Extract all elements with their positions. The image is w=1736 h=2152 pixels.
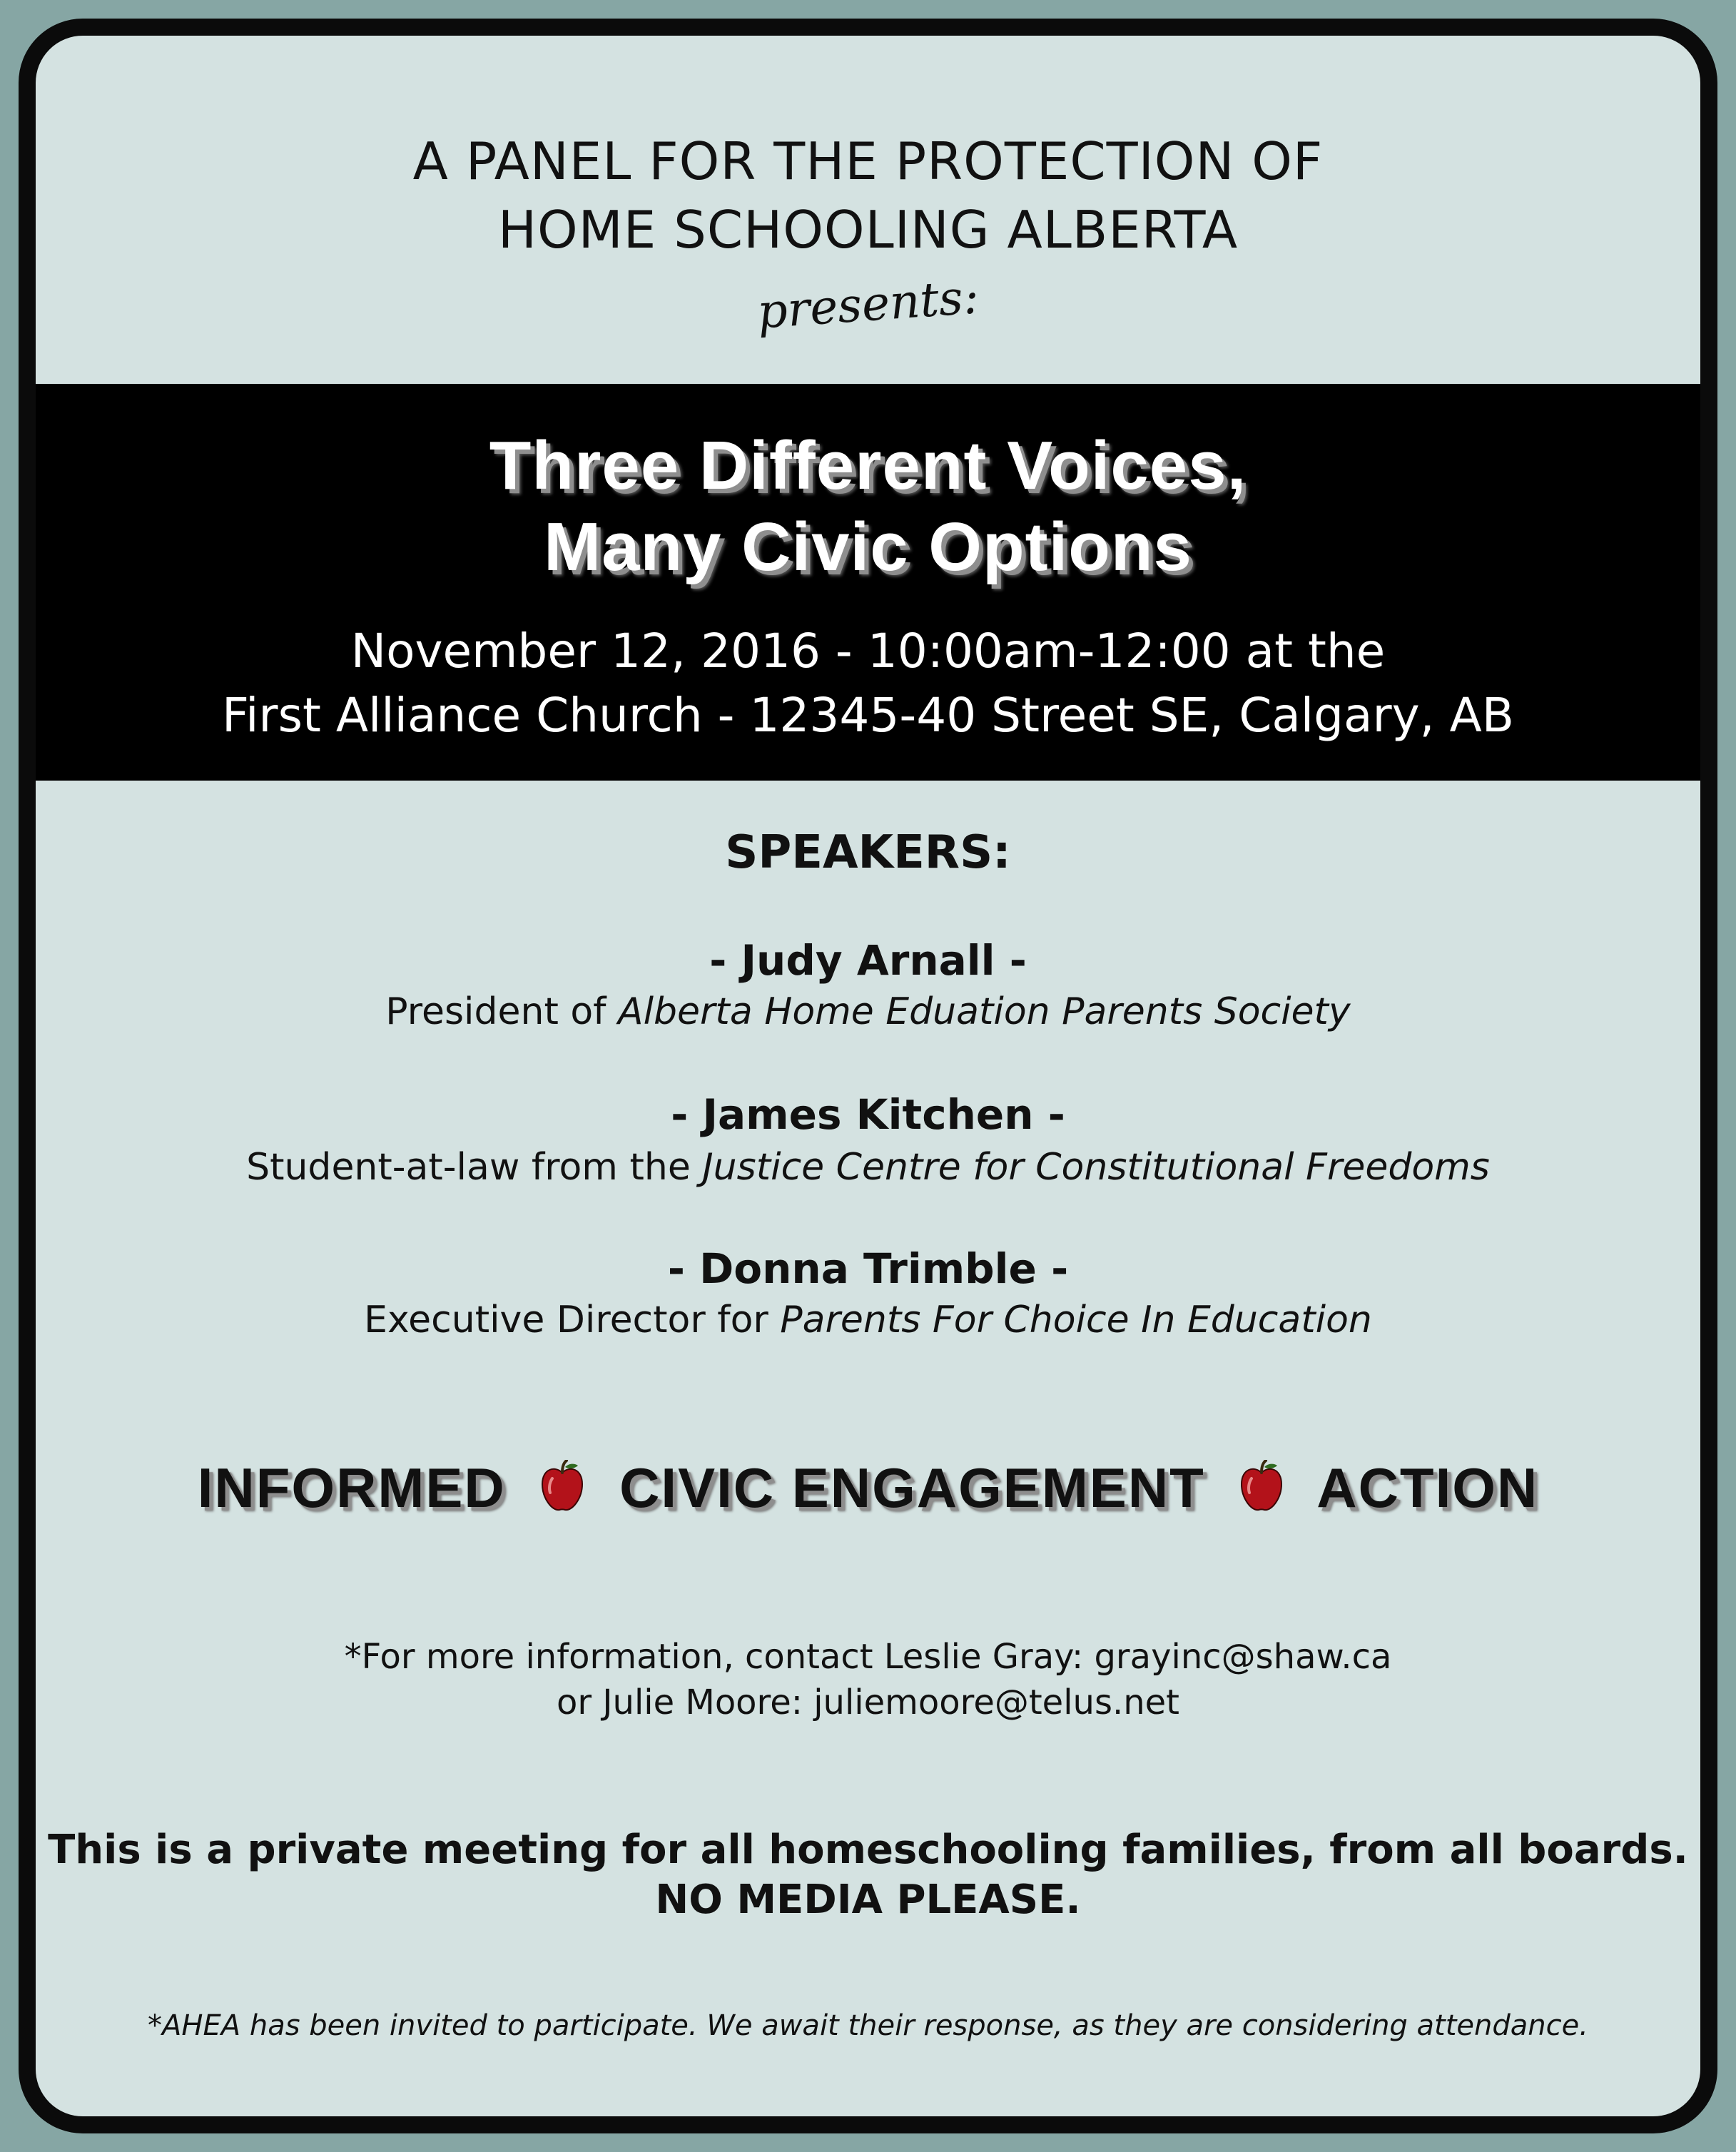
event-title bbox=[36, 425, 1700, 588]
event-venue: First Alliance Church - 12345-40 Street SE, Calgary, AB bbox=[221, 688, 1515, 743]
speaker-role-prefix: President of bbox=[385, 990, 606, 1033]
footnote: *AHEA has been invited to participate. We await their response, as they are considering attendance. bbox=[148, 2009, 1588, 2042]
event-date-time: November 12, 2016 - 10:00am-12:00 at the bbox=[350, 624, 1386, 679]
private-notice bbox=[36, 1825, 1700, 1925]
organizer-line-1: A PANEL FOR THE PROTECTION OF bbox=[412, 131, 1324, 191]
organizer-line-2: HOME SCHOOLING ALBERTA bbox=[497, 200, 1239, 260]
speaker-role-prefix: Executive Director for bbox=[364, 1299, 768, 1341]
apple-icon bbox=[539, 1460, 585, 1513]
speaker-role-3 bbox=[36, 1299, 1700, 1341]
event-details bbox=[36, 619, 1700, 748]
event-flyer bbox=[19, 19, 1717, 2133]
event-title-line-2: Many Civic Options bbox=[544, 509, 1192, 585]
speaker-name-1: - Judy Arnall - bbox=[709, 936, 1027, 985]
contact-info bbox=[36, 1634, 1700, 1725]
speaker-name-2: - James Kitchen - bbox=[671, 1090, 1065, 1139]
event-banner bbox=[36, 384, 1700, 781]
apple-icon bbox=[1239, 1460, 1284, 1513]
speaker-role-1 bbox=[36, 990, 1700, 1033]
motto-civic-engagement: CIVIC ENGAGEMENT bbox=[619, 1456, 1205, 1519]
speaker-role-prefix: Student-at-law from the bbox=[246, 1146, 691, 1189]
speaker-organization: Justice Centre for Constitutional Freedoms bbox=[702, 1146, 1490, 1189]
private-notice-line-1: This is a private meeting for all homeschooling families, from all boards. bbox=[48, 1827, 1688, 1873]
motto-line bbox=[36, 1456, 1700, 1521]
contact-line-1: *For more information, contact Leslie Gray: grayinc@shaw.ca bbox=[344, 1637, 1392, 1677]
speaker-name-3: - Donna Trimble - bbox=[667, 1244, 1069, 1293]
event-title-line-1: Three Different Voices, bbox=[489, 427, 1247, 504]
contact-line-2: or Julie Moore: juliemoore@telus.net bbox=[557, 1682, 1179, 1722]
no-media-notice: NO MEDIA PLEASE. bbox=[655, 1877, 1081, 1923]
speaker-organization: Alberta Home Eduation Parents Society bbox=[618, 990, 1351, 1033]
speakers-heading: SPEAKERS: bbox=[725, 826, 1011, 879]
speaker-role-2 bbox=[36, 1146, 1700, 1189]
motto-informed: INFORMED bbox=[197, 1456, 506, 1519]
speaker-organization: Parents For Choice In Education bbox=[780, 1299, 1372, 1341]
motto-action: ACTION bbox=[1316, 1456, 1539, 1519]
presents-label: presents: bbox=[755, 269, 981, 340]
